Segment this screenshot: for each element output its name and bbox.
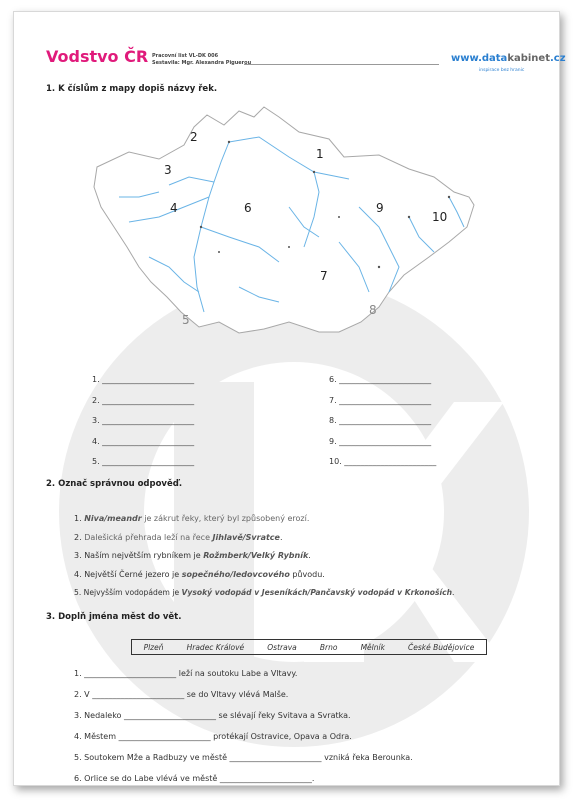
q2-item: 1. Niva/meandr je zákrut řeky, který byl způsobený erozí. bbox=[74, 514, 310, 523]
city-option: Brno bbox=[319, 642, 338, 652]
q2-item: 3. Naším největším rybníkem je Rožmberk/Velký Rybník. bbox=[74, 551, 311, 560]
map-number-2: 2 bbox=[190, 130, 198, 144]
author: Sestavila: Mgr. Alexandra Piguerou bbox=[152, 59, 252, 66]
answer-line-7[interactable]: 7. _______________________ bbox=[329, 395, 432, 405]
answer-line-6[interactable]: 6. _______________________ bbox=[329, 375, 432, 384]
q2-item: 4. Největší Černé jezero je sopečného/ledovcového původu. bbox=[74, 569, 325, 579]
worksheet-page bbox=[13, 11, 566, 786]
city-option: Hradec Králové bbox=[186, 642, 245, 652]
q3-sentence[interactable]: 1. _______________________ leží na soutoku Labe a Vltavy. bbox=[74, 669, 298, 678]
answer-line-5[interactable]: 5. _______________________ bbox=[92, 457, 195, 466]
answer-line-4[interactable]: 4. _______________________ bbox=[92, 436, 195, 446]
section2-title: 2. Označ správnou odpověď. bbox=[46, 479, 183, 489]
answer-lines-right bbox=[329, 370, 436, 473]
answer-line-9[interactable]: 9. _______________________ bbox=[329, 436, 432, 446]
site-tagline: inspirace bez hranic bbox=[479, 68, 525, 73]
q3-sentence[interactable]: 4. Městem _______________________ protékají Ostravice, Opava a Odra. bbox=[74, 732, 352, 741]
answer-line-1[interactable]: 1. _______________________ bbox=[92, 375, 195, 384]
map-number-5: 5 bbox=[182, 313, 190, 327]
city-option: Mělník bbox=[360, 642, 385, 652]
answer-line-10[interactable]: 10. _______________________ bbox=[329, 457, 437, 466]
header-meta bbox=[152, 53, 251, 66]
answer-line-8[interactable]: 8. _______________________ bbox=[329, 416, 432, 425]
q3-sentence[interactable]: 6. Orlice se do Labe vlévá ve městě _______________________. bbox=[74, 774, 315, 783]
map-number-7: 7 bbox=[320, 269, 328, 283]
city-option: Plzeň bbox=[143, 642, 164, 652]
q3-sentence[interactable]: 3. Nedaleko _______________________ se slévají řeky Svitava a Svratka. bbox=[74, 711, 351, 720]
map-number-8: 8 bbox=[369, 303, 377, 317]
section1-title: 1. K číslům z mapy dopiš názvy řek. bbox=[46, 84, 218, 94]
q2-item: 5. Nejvyšším vodopádem je Vysoký vodopád v Jeseníkách/Pančavský vodopád v Krkonoších. bbox=[74, 588, 455, 597]
answer-line-2[interactable]: 2. _______________________ bbox=[92, 395, 195, 405]
q3-sentence[interactable]: 5. Soutokem Mže a Radbuzy ve městě _______________________ vzniká řeka Berounka. bbox=[74, 753, 413, 762]
city-option: Ostrava bbox=[267, 642, 297, 652]
section2-list bbox=[74, 510, 454, 603]
site-link[interactable]: www.datakabinet.cz bbox=[451, 53, 566, 64]
q2-item: 2. Dalešická přehrada leží na řece Jihlavě/Svratce. bbox=[74, 532, 283, 542]
czech-map bbox=[89, 97, 529, 367]
page-title: Vodstvo ČR bbox=[46, 47, 149, 66]
q3-sentence[interactable]: 2. V _______________________ se do Vltavy vlévá Malše. bbox=[74, 690, 289, 699]
section3-title: 3. Doplň jména měst do vět. bbox=[46, 612, 182, 622]
map-number-4: 4 bbox=[170, 201, 178, 215]
map-number-9: 9 bbox=[376, 201, 384, 215]
city-word-bank bbox=[131, 639, 487, 655]
map-number-10: 10 bbox=[432, 210, 448, 224]
answer-line-3[interactable]: 3. _______________________ bbox=[92, 416, 195, 425]
worksheet-code: Pracovní list VL-DK 006 bbox=[152, 53, 219, 59]
header-divider bbox=[244, 64, 439, 65]
answer-lines-left bbox=[92, 370, 194, 473]
map-number-3: 3 bbox=[164, 163, 172, 177]
section3-sentences bbox=[74, 663, 413, 789]
city-option: České Budějovice bbox=[408, 642, 475, 652]
map-number-1: 1 bbox=[316, 147, 324, 161]
map-number-6: 6 bbox=[244, 201, 252, 215]
